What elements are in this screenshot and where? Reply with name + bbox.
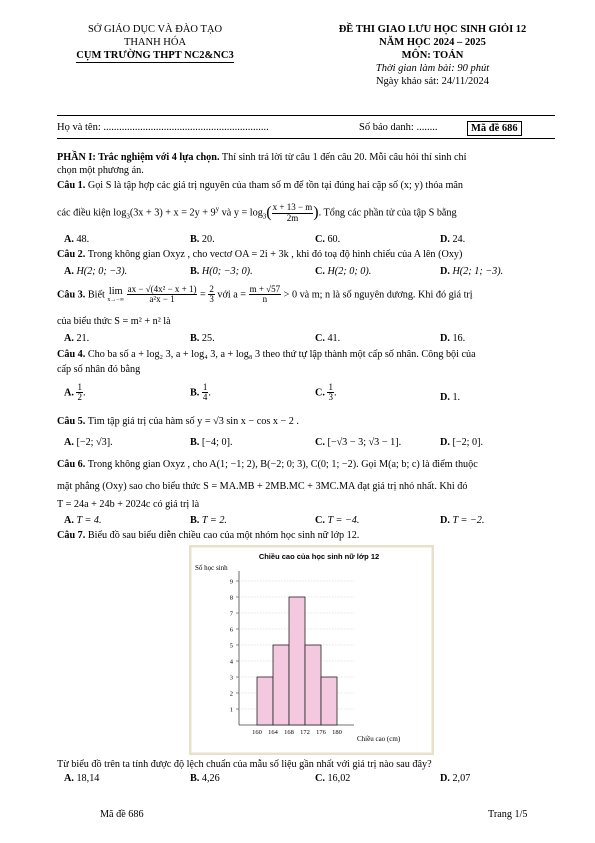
q5-text: Tìm tập giá trị của hàm số y = √3 sin x − cos x − 2 . [87, 416, 299, 427]
q7-text: Biểu đồ sau biểu diễn chiều cao của một nhóm học sinh nữ lớp 12. [87, 530, 360, 541]
q6-text-3: T = 24a + 24b + 2024c có giá trị là [57, 499, 200, 510]
x-tick-label: 164 [268, 729, 278, 736]
q1-text: Gọi S là tập hợp các giá trị nguyên của tham số m để tồn tại đúng hai cặp số (x; y) thỏa mãn [87, 180, 464, 191]
histogram-bar [289, 597, 305, 725]
header-right [300, 23, 565, 88]
q2-option-b[interactable]: B. H(0; −3; 0). [190, 266, 253, 277]
q6-text: Trong không gian Oxyz , cho A(1; −1; 2), B(−2; 0; 3), C(0; 1; −2). Gọi M(a; b; c) là điểm thuộc [87, 459, 478, 470]
q5-label: Câu 5. [57, 416, 86, 427]
name-field[interactable]: ............................................................... [103, 122, 269, 133]
y-tick-label: 8 [229, 594, 233, 602]
x-tick-label: 180 [332, 729, 342, 736]
q3-label: Câu 3. [57, 289, 86, 301]
school-cluster-name: CỤM TRƯỜNG THPT NC2&NC3 [76, 50, 234, 61]
subject: MÔN: TOÁN [401, 50, 464, 61]
q3-text-c: > 0 và m; n là số nguyên dương. Khi đó giá trị [283, 289, 473, 301]
histogram-bar [273, 645, 289, 725]
q6-text-2: mặt phẳng (Oxy) sao cho biểu thức S = MA.MB + 2MB.MC + 3MC.MA đạt giá trị nhỏ nhất. Khi đó [57, 481, 468, 492]
name-label: Họ và tên: [57, 122, 101, 133]
q6-label: Câu 6. [57, 459, 86, 470]
q3-fraction-3: $\frac{m + √57}{n}$ [249, 284, 281, 305]
q6-option-a[interactable]: A. T = 4. [64, 515, 102, 526]
footer-page: Trang 1/5 [488, 809, 528, 820]
x-tick-label: 160 [252, 729, 262, 736]
q1-option-b[interactable]: B. 20. [190, 234, 215, 245]
y-tick-label: 5 [229, 642, 233, 650]
q3-equals: = [200, 289, 206, 301]
q1-cond-a: các điều kiện log [57, 207, 127, 219]
q7-follow-up: Từ biểu đồ trên ta tính được độ lệch chuẩn của mẫu số liệu gần nhất với giá trị nào sau đây? [57, 759, 432, 770]
histogram-bar [257, 677, 273, 725]
q5-option-c[interactable]: C. [−√3 − 3; √3 − 1]. [315, 437, 402, 448]
q2-label: Câu 2. [57, 249, 86, 260]
q1-cond-b: (3x + 3) + x = 2y + 9 [129, 207, 216, 219]
y-axis-label: Số học sinh [195, 564, 228, 572]
school-year: NĂM HỌC 2024 – 2025 [379, 37, 486, 48]
q5-option-b[interactable]: B. [−4; 0]. [190, 437, 233, 448]
chart-title: Chiều cao của học sinh nữ lớp 12 [258, 552, 380, 561]
histogram-chart [189, 545, 434, 755]
q2-option-a[interactable]: A. H(2; 0; −3). [64, 266, 128, 277]
exam-date: Ngày khảo sát: 24/11/2024 [375, 76, 490, 87]
q1-fraction [272, 203, 314, 223]
q4-option-a[interactable]: A. $\frac{1}{2}$ . [64, 382, 86, 403]
histogram-bar [305, 645, 321, 725]
student-divider [57, 138, 555, 139]
y-tick-label: 4 [229, 658, 233, 666]
x-tick-label: 168 [284, 729, 294, 736]
q2-option-d[interactable]: D. H(2; 1; −3). [440, 266, 504, 277]
header-left [70, 23, 240, 63]
y-tick-label: 7 [229, 610, 233, 618]
q3-limit: lim x→−∞ [107, 285, 125, 304]
q4-label: Câu 4. [57, 349, 86, 360]
x-tick-label: 172 [300, 729, 310, 736]
question-4 [57, 349, 557, 362]
q1-cond-d: . Tổng các phần tử của tập S bằng [318, 207, 457, 219]
id-field[interactable]: ........ [416, 122, 438, 133]
q7-option-a[interactable]: A. 18,14 [64, 773, 100, 784]
q1-frac-num: x + 13 − m [272, 202, 313, 213]
y-tick-label: 6 [229, 626, 233, 634]
q6-option-c[interactable]: C. T = −4. [315, 515, 360, 526]
q3-option-a[interactable]: A. 21. [64, 333, 90, 344]
q2-option-c[interactable]: C. H(2; 0; 0). [315, 266, 372, 277]
q4-option-c[interactable]: C. $\frac{1}{3}$ . [315, 382, 337, 403]
part1-instruction: Thí sinh trả lời từ câu 1 đến câu 20. Mỗi câu hỏi thí sinh chỉ [221, 152, 467, 163]
q1-frac-den: 2m [286, 212, 299, 223]
q6-option-b[interactable]: B. T = 2. [190, 515, 227, 526]
q4-text: Cho ba số a + log₂ 3, a + log₄ 3, a + log₈ 3 theo thứ tự lập thành một cấp số nhân. Công bội của [87, 349, 476, 360]
q7-option-c[interactable]: C. 16,02 [315, 773, 351, 784]
q4-text-2: cấp số nhân đó bằng [57, 364, 141, 375]
q5-option-d[interactable]: D. [−2; 0]. [440, 437, 484, 448]
id-label: Số báo danh: [359, 122, 414, 133]
q3-text-a: Biết [87, 289, 105, 301]
q5-option-a[interactable]: A. [−2; √3]. [64, 437, 113, 448]
y-tick-label: 2 [229, 690, 233, 698]
question-2 [57, 249, 557, 262]
q7-label: Câu 7. [57, 530, 86, 541]
q3-fraction-2: $\frac{2}{3}$ [209, 284, 214, 305]
question-6 [57, 459, 557, 472]
q3-option-b[interactable]: B. 25. [190, 333, 215, 344]
student-info-row [57, 121, 557, 134]
q1-condition: các điều kiện $\log_3(3x + 3) + x = 2y + 9^y$ và $y = \log_3$( $\frac{x + 13 - m}{2m}$ ). Tổng các phần tử của tập S bằng [57, 202, 457, 223]
x-tick-label: 176 [316, 729, 326, 736]
q1-cond-c: và y = log [219, 207, 263, 219]
q2-text: Trong không gian Oxyz , cho vectơ OA = 2i + 3k , khi đó toạ độ hình chiếu của A lên (Oxy) [87, 249, 463, 260]
q1-option-c[interactable]: C. 60. [315, 234, 341, 245]
department-name: SỞ GIÁO DỤC VÀ ĐÀO TẠO [87, 24, 223, 35]
q7-option-b[interactable]: B. 4,26 [190, 773, 220, 784]
question-7 [57, 530, 557, 543]
q6-option-d[interactable]: D. T = −2. [440, 515, 485, 526]
q1-option-a[interactable]: A. 48. [64, 234, 90, 245]
province-name: THANH HÓA [123, 37, 187, 48]
q1-label: Câu 1. [57, 180, 86, 191]
q4-option-d[interactable]: D. 1. [440, 392, 461, 403]
q3-text-b: với a = [217, 289, 247, 301]
part1-title: PHẦN I: Trắc nghiệm với 4 lựa chọn. [57, 152, 220, 163]
y-tick-label: 1 [229, 706, 233, 714]
question-1 [57, 180, 557, 193]
question-5 [57, 416, 557, 429]
q3-text-d: của biểu thức S = m² + n² là [57, 316, 171, 327]
q3-fraction: $\frac{\text{ax − √(4x² − x + 1)}}{\text{a²x − 1}}$ [127, 284, 197, 305]
duration: Thời gian làm bài: 90 phút [375, 63, 490, 74]
exam-title: ĐỀ THI GIAO LƯU HỌC SINH GIỎI 12 [338, 24, 527, 35]
footer-code: Mã đề 686 [100, 809, 144, 820]
q7-option-d[interactable]: D. 2,07 [440, 773, 471, 784]
q3-option-c[interactable]: C. 41. [315, 333, 341, 344]
q4-option-b[interactable]: B. $\frac{1}{4}$ . [190, 382, 211, 403]
part1-instruction-cont: chọn một phương án. [57, 165, 144, 176]
y-tick-label: 3 [229, 674, 233, 682]
exam-code: Mã đề 686 [467, 121, 522, 136]
histogram-bar [321, 677, 337, 725]
q1-option-d[interactable]: D. 24. [440, 234, 466, 245]
question-3 [57, 285, 557, 305]
top-divider [57, 115, 555, 116]
x-axis-label: Chiều cao (cm) [357, 735, 401, 743]
y-tick-label: 9 [229, 578, 233, 586]
q3-option-d[interactable]: D. 16. [440, 333, 466, 344]
part1-heading [57, 152, 557, 165]
